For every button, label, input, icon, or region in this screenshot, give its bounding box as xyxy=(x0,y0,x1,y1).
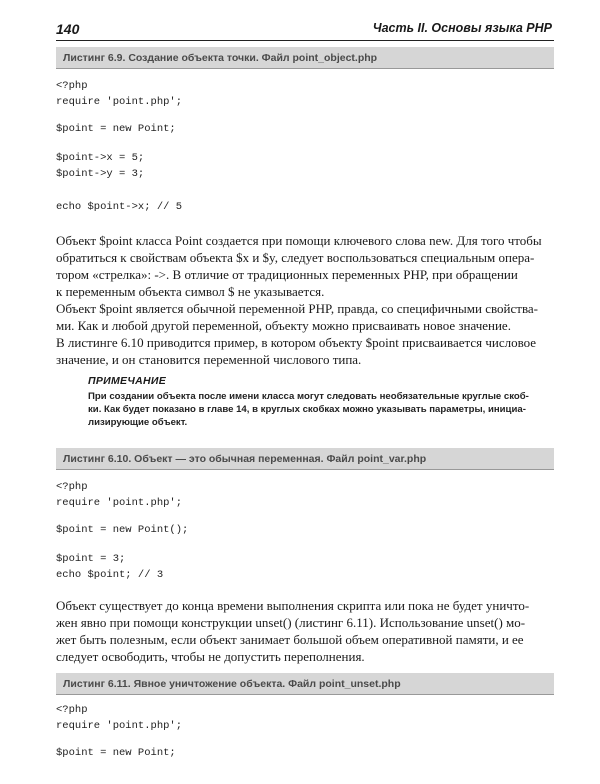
listing-6-11-caption: Листинг 6.11. Явное уничтожение объекта. Файл point_unset.php xyxy=(56,673,554,695)
code-line: $point->x = 5; xyxy=(56,152,145,164)
text-line: В листинге 6.10 приводится пример, в котором объекту $point присваивается числовое xyxy=(56,335,537,350)
text-line: значение, и он становится переменной числового типа. xyxy=(56,352,362,367)
code-line: require 'point.php'; xyxy=(56,96,183,108)
code-line: <?php xyxy=(56,704,88,716)
listing-6-10-caption: Листинг 6.10. Объект — это обычная переменная. Файл point_var.php xyxy=(56,448,554,470)
code-line: $point = new Point; xyxy=(56,747,176,759)
page-number: 140 xyxy=(56,21,80,37)
text-line: Объект существует до конца времени выполнения скрипта или пока не будет уничто- xyxy=(56,598,530,613)
text-line: следует освободить, чтобы не допустить переполнения. xyxy=(56,649,365,664)
code-line: echo $point; // 3 xyxy=(56,569,164,581)
text-line: тором «стрелка»: ->. В отличие от традиционных переменных PHP, при обращении xyxy=(56,267,518,282)
code-line: <?php xyxy=(56,481,88,493)
code-line: $point = new Point; xyxy=(56,123,176,135)
code-line: require 'point.php'; xyxy=(56,720,183,732)
text-line: обратиться к свойствам объекта $x и $y, следует воспользоваться специальным опера- xyxy=(56,250,535,265)
text-line: Объект $point класса Point создается при помощи ключевого слова new. Для того чтобы xyxy=(56,233,542,248)
code-line: require 'point.php'; xyxy=(56,497,183,509)
note-line: ки. Как будет показано в главе 14, в круглых скобках можно указывать параметры, инициа- xyxy=(88,404,526,415)
code-line: $point->y = 3; xyxy=(56,168,145,180)
code-line: <?php xyxy=(56,80,88,92)
text-line: Объект $point является обычной переменной PHP, правда, со специфичными свойства- xyxy=(56,301,539,316)
note-line: лизирующие объект. xyxy=(88,417,188,428)
running-title: Часть II. Основы языка PHP xyxy=(372,21,552,35)
page-header xyxy=(56,14,554,41)
code-line: $point = 3; xyxy=(56,553,126,565)
code-line: echo $point->x; // 5 xyxy=(56,201,183,213)
listing-6-9-caption: Листинг 6.9. Создание объекта точки. Файл point_object.php xyxy=(56,47,554,69)
note-title: ПРИМЕЧАНИЕ xyxy=(88,375,167,387)
text-line: жен явно при помощи конструкции unset() (листинг 6.11). Использование unset() мо- xyxy=(56,615,526,630)
code-line: $point = new Point(); xyxy=(56,524,189,536)
text-line: ми. Как и любой другой переменной, объекту можно присваивать новое значение. xyxy=(56,318,511,333)
text-line: к переменным объекта символ $ не указывается. xyxy=(56,284,325,299)
note-line: При создании объекта после имени класса могут следовать необязательные круглые скоб- xyxy=(88,391,529,402)
text-line: жет быть полезным, если объект занимает большой объем оперативной памяти, и ее xyxy=(56,632,524,647)
